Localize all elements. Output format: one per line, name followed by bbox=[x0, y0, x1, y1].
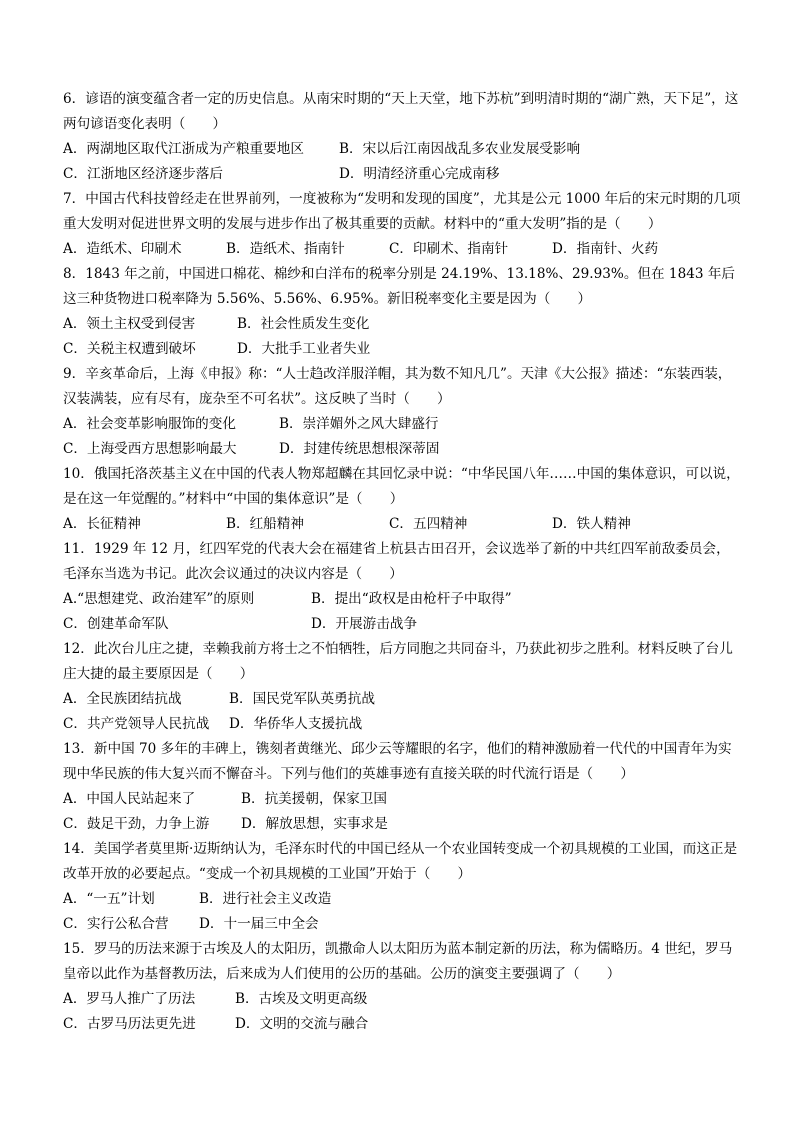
option-row bbox=[63, 162, 743, 187]
option-row bbox=[63, 512, 743, 537]
answer-option[interactable]: B．崇洋媚外之风大肆盛行 bbox=[279, 416, 439, 432]
answer-option[interactable]: A.“思想建党、政治建军”的原则 bbox=[63, 591, 255, 607]
question-block bbox=[63, 537, 743, 637]
answer-option[interactable]: C．创建革命军队 bbox=[63, 616, 169, 632]
option-row bbox=[63, 912, 743, 937]
answer-option[interactable]: A．全民族团结抗战 bbox=[63, 691, 182, 707]
answer-option[interactable]: C．五四精神 bbox=[389, 516, 468, 532]
answer-option[interactable]: C．上海受西方思想影响最大 bbox=[63, 441, 237, 457]
answer-option[interactable]: C．江浙地区经济逐步落后 bbox=[63, 166, 223, 182]
answer-option[interactable]: A．中国人民站起来了 bbox=[63, 791, 196, 807]
question-stem: 14．美国学者莫里斯·迈斯纳认为，毛泽东时代的中国已经从一个农业国转变成一个初具规模的工业国，而这正是改革开放的必要起点。“变成一个初具规模的工业国”开始于（ ） bbox=[63, 841, 738, 882]
question-block bbox=[63, 737, 743, 837]
answer-option[interactable]: A．罗马人推广了历法 bbox=[63, 991, 196, 1007]
option-row bbox=[63, 237, 743, 262]
answer-option[interactable]: C．鼓足干劲，力争上游 bbox=[63, 816, 210, 832]
option-row bbox=[63, 437, 743, 462]
answer-option[interactable]: B．进行社会主义改造 bbox=[199, 891, 332, 907]
answer-option[interactable]: B．提出“政权是由枪杆子中取得” bbox=[311, 591, 512, 607]
option-row bbox=[63, 612, 743, 637]
answer-option[interactable]: D．华侨华人支援抗战 bbox=[229, 716, 363, 732]
answer-option[interactable]: C．共产党领导人民抗战 bbox=[63, 716, 210, 732]
answer-option[interactable]: A．领土主权受到侵害 bbox=[63, 316, 196, 332]
answer-option[interactable]: D．铁人精神 bbox=[552, 516, 631, 532]
option-row bbox=[63, 812, 743, 837]
option-row bbox=[63, 137, 743, 162]
answer-option[interactable]: C．实行公私合营 bbox=[63, 916, 169, 932]
option-row bbox=[63, 787, 743, 812]
question-stem: 7．中国古代科技曾经走在世界前列，一度被称为“发明和发现的国度”，尤其是公元 1000 年后的宋元时期的几项重大发明对促进世界文明的发展与进步作出了极其重要的贡献。材料中的“重大发明”指的是（ ） bbox=[63, 191, 741, 232]
question-stem: 13．新中国 70 多年的丰碑上，镌刻者黄继光、邱少云等耀眼的名字，他们的精神激励着一代代的中国青年为实现中华民族的伟大复兴而不懈奋斗。下列与他们的英雄事迹有直接关联的时代流行语是（ ） bbox=[63, 741, 732, 782]
question-stem: 9．辛亥革命后，上海《申报》称：“人士趋改洋服洋帽，其为数不知凡几”。天津《大公报》描述：“东装西装，汉装满装，应有尽有，庞杂至不可名状”。这反映了当时（ ） bbox=[63, 366, 732, 407]
option-row bbox=[63, 687, 743, 712]
option-row bbox=[63, 312, 743, 337]
question-block bbox=[63, 462, 743, 537]
answer-option[interactable]: D．解放思想，实事求是 bbox=[241, 816, 388, 832]
option-row bbox=[63, 887, 743, 912]
answer-option[interactable]: B．红船精神 bbox=[226, 516, 304, 532]
question-list bbox=[63, 87, 743, 1037]
answer-option[interactable]: A．两湖地区取代江浙成为产粮重要地区 bbox=[63, 141, 304, 157]
question-block bbox=[63, 637, 743, 737]
answer-option[interactable]: D．开展游击战争 bbox=[311, 616, 418, 632]
question-block bbox=[63, 87, 743, 187]
answer-option[interactable]: A．长征精神 bbox=[63, 516, 141, 532]
question-stem: 11．1929 年 12 月，红四军党的代表大会在福建省上杭县古田召开，会议选举了新的中共红四军前敌委员会，毛泽东当选为书记。此次会议通过的决议内容是（ ） bbox=[63, 541, 730, 582]
question-block bbox=[63, 937, 743, 1037]
answer-option[interactable]: D．封建传统思想根深蒂固 bbox=[279, 441, 440, 457]
answer-option[interactable]: D．指南针、火药 bbox=[552, 241, 659, 257]
answer-option[interactable]: B．抗美援朝，保家卫国 bbox=[241, 791, 387, 807]
option-row bbox=[63, 337, 743, 362]
question-block bbox=[63, 187, 743, 262]
question-stem: 12．此次台儿庄之捷，幸赖我前方将士之不怕牺牲，后方同胞之共同奋斗，乃获此初步之胜利。材料反映了台儿庄大捷的最主要原因是（ ） bbox=[63, 641, 733, 682]
answer-option[interactable]: D．十一届三中全会 bbox=[199, 916, 319, 932]
answer-option[interactable]: B．宋以后江南因战乱多农业发展受影响 bbox=[339, 141, 581, 157]
answer-option[interactable]: D．明清经济重心完成南移 bbox=[339, 166, 500, 182]
answer-option[interactable]: D．大批手工业者失业 bbox=[237, 341, 371, 357]
option-row bbox=[63, 587, 743, 612]
answer-option[interactable]: A．造纸术、印刷术 bbox=[63, 241, 182, 257]
answer-option[interactable]: B．国民党军队英勇抗战 bbox=[229, 691, 375, 707]
question-block bbox=[63, 362, 743, 462]
answer-option[interactable]: B．古埃及文明更高级 bbox=[235, 991, 368, 1007]
option-row bbox=[63, 412, 743, 437]
option-row bbox=[63, 712, 743, 737]
question-stem: 15．罗马的历法来源于古埃及人的太阳历，凯撒命人以太阳历为蓝本制定新的历法，称为儒略历。4 世纪，罗马皇帝以此作为基督教历法，后来成为人们使用的公历的基础。公历的演变主要强调了（ ） bbox=[63, 941, 733, 982]
option-row bbox=[63, 1012, 743, 1037]
question-stem: 10．俄国托洛茨基主义在中国的代表人物郑超麟在其回忆录中说：“中华民国八年……中国的集体意识，可以说，是在这一年觉醒的。”材料中“中国的集体意识”是（ ） bbox=[63, 466, 740, 507]
answer-option[interactable]: B．社会性质发生变化 bbox=[237, 316, 370, 332]
answer-option[interactable]: C．印刷术、指南针 bbox=[389, 241, 509, 257]
answer-option[interactable]: B．造纸术、指南针 bbox=[226, 241, 345, 257]
question-block bbox=[63, 262, 743, 362]
answer-option[interactable]: D．文明的交流与融合 bbox=[235, 1016, 369, 1032]
question-stem: 8．1843 年之前，中国进口棉花、棉纱和白洋布的税率分别是 24.19%、13.18%、29.93%。但在 1843 年后这三种货物进口税率降为 5.56%、5.56%、6.95%。新旧税率变化主要是因为（ ） bbox=[63, 266, 736, 307]
answer-option[interactable]: A．“一五”计划 bbox=[63, 891, 155, 907]
answer-option[interactable]: C．古罗马历法更先进 bbox=[63, 1016, 196, 1032]
question-stem: 6．谚语的演变蕴含者一定的历史信息。从南宋时期的“天上天堂，地下苏杭”到明清时期的“湖广熟，天下足”，这两句谚语变化表明（ ） bbox=[63, 91, 739, 132]
answer-option[interactable]: C．关税主权遭到破坏 bbox=[63, 341, 196, 357]
answer-option[interactable]: A．社会变革影响服饰的变化 bbox=[63, 416, 236, 432]
option-row bbox=[63, 987, 743, 1012]
question-block bbox=[63, 837, 743, 937]
